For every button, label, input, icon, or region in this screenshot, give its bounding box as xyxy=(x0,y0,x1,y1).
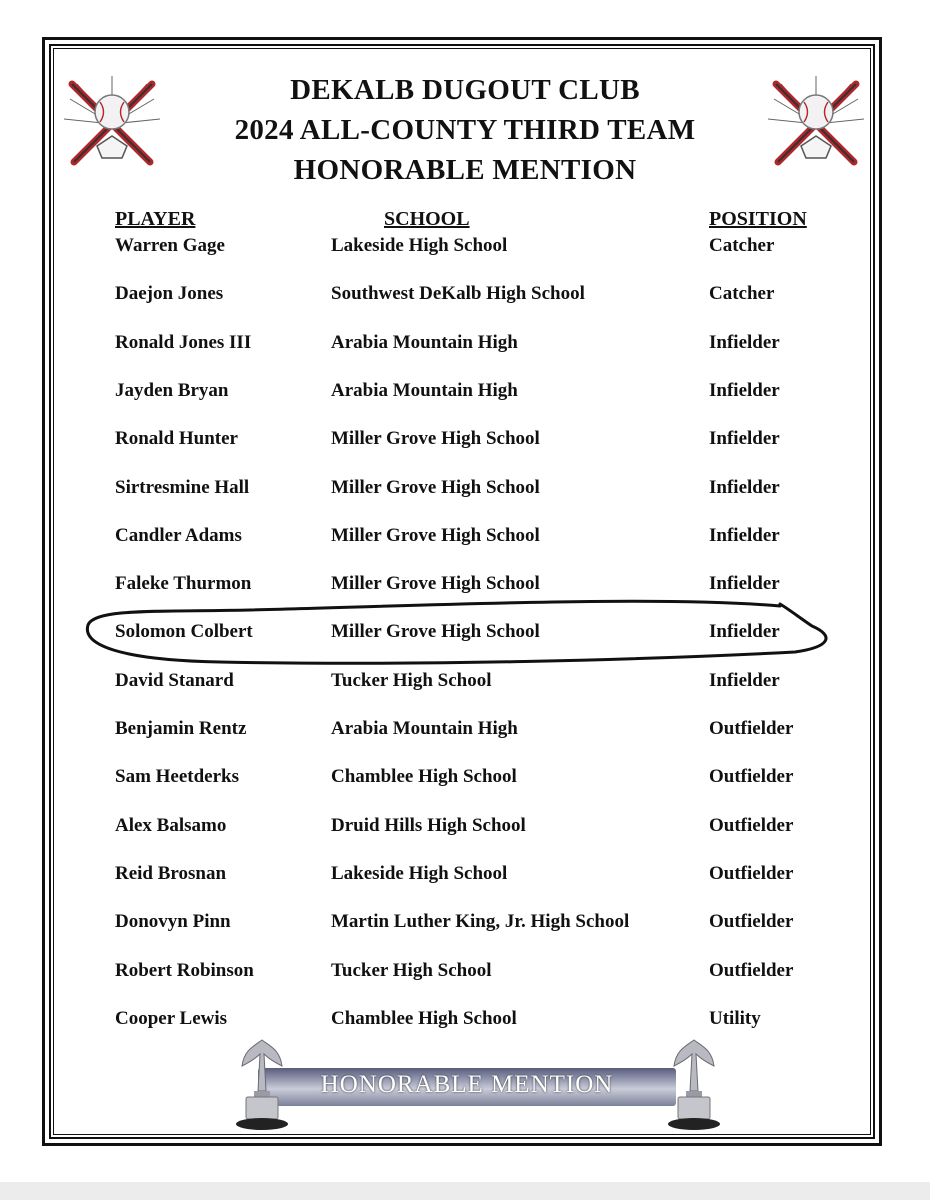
player-cell: Ronald Hunter xyxy=(115,428,238,449)
position-cell: Outfielder xyxy=(709,960,794,981)
player-cell: Sam Heetderks xyxy=(115,766,240,787)
position-cell: Utility xyxy=(709,1008,761,1029)
player-cell: Benjamin Rentz xyxy=(115,718,247,739)
school-cell: Arabia Mountain High xyxy=(331,718,518,739)
position-cell: Outfielder xyxy=(709,863,794,884)
position-cell: Infielder xyxy=(709,621,780,642)
position-cell: Infielder xyxy=(709,573,780,594)
player-cell: Faleke Thurmon xyxy=(115,573,252,594)
player-cell: Jayden Bryan xyxy=(115,380,229,401)
position-cell: Infielder xyxy=(709,477,780,498)
position-cell: Outfielder xyxy=(709,815,794,836)
title-line-2: 2024 ALL-COUNTY THIRD TEAM xyxy=(234,114,696,146)
player-cell: David Stanard xyxy=(115,670,234,691)
player-cell: Donovyn Pinn xyxy=(115,911,231,932)
player-cell: Warren Gage xyxy=(115,235,225,256)
header-player: PLAYER xyxy=(115,208,196,230)
school-cell: Miller Grove High School xyxy=(331,428,540,449)
school-cell: Tucker High School xyxy=(331,670,492,691)
position-cell: Catcher xyxy=(709,235,775,256)
silver-trophy-icon xyxy=(232,1036,292,1131)
position-cell: Infielder xyxy=(709,428,780,449)
school-cell: Chamblee High School xyxy=(331,766,517,787)
school-cell: Arabia Mountain High xyxy=(331,332,518,353)
position-cell: Outfielder xyxy=(709,911,794,932)
player-cell: Daejon Jones xyxy=(115,283,224,304)
player-cell: Cooper Lewis xyxy=(115,1008,228,1029)
player-cell: Alex Balsamo xyxy=(115,815,227,836)
header-school: SCHOOL xyxy=(384,208,470,230)
title-line-1: DEKALB DUGOUT CLUB xyxy=(290,74,640,106)
header-position: POSITION xyxy=(709,208,807,230)
table-row xyxy=(0,815,930,845)
school-cell: Arabia Mountain High xyxy=(331,380,518,401)
school-cell: Miller Grove High School xyxy=(331,525,540,546)
player-cell: Reid Brosnan xyxy=(115,863,227,884)
position-cell: Outfielder xyxy=(709,766,794,787)
table-row xyxy=(0,621,930,651)
table-row xyxy=(0,332,930,362)
player-cell: Sirtresmine Hall xyxy=(115,477,250,498)
table-row xyxy=(0,911,930,941)
school-cell: Tucker High School xyxy=(331,960,492,981)
table-row xyxy=(0,960,930,990)
table-row xyxy=(0,477,930,507)
title-line-3: HONORABLE MENTION xyxy=(293,154,637,186)
school-cell: Miller Grove High School xyxy=(331,621,540,642)
school-cell: Lakeside High School xyxy=(331,863,508,884)
school-cell: Martin Luther King, Jr. High School xyxy=(331,911,630,932)
school-cell: Miller Grove High School xyxy=(331,573,540,594)
table-row xyxy=(0,525,930,555)
table-row xyxy=(0,573,930,603)
table-row xyxy=(0,863,930,893)
school-cell: Chamblee High School xyxy=(331,1008,517,1029)
table-row xyxy=(0,283,930,313)
table-row xyxy=(0,718,930,748)
player-cell: Solomon Colbert xyxy=(115,621,253,642)
table-row xyxy=(0,766,930,796)
school-cell: Druid Hills High School xyxy=(331,815,526,836)
player-cell: Candler Adams xyxy=(115,525,242,546)
silver-trophy-icon xyxy=(664,1036,724,1131)
position-cell: Infielder xyxy=(709,670,780,691)
table-row xyxy=(0,428,930,458)
table-row xyxy=(0,1008,930,1038)
player-cell: Ronald Jones III xyxy=(115,332,252,353)
table-row xyxy=(0,380,930,410)
position-cell: Infielder xyxy=(709,332,780,353)
position-cell: Catcher xyxy=(709,283,775,304)
school-cell: Lakeside High School xyxy=(331,235,508,256)
table-row xyxy=(0,670,930,700)
school-cell: Southwest DeKalb High School xyxy=(331,283,585,304)
position-cell: Infielder xyxy=(709,380,780,401)
position-cell: Outfielder xyxy=(709,718,794,739)
player-cell: Robert Robinson xyxy=(115,960,254,981)
banner-text: HONORABLE MENTION xyxy=(320,1071,614,1098)
school-cell: Miller Grove High School xyxy=(331,477,540,498)
position-cell: Infielder xyxy=(709,525,780,546)
table-row xyxy=(0,235,930,265)
